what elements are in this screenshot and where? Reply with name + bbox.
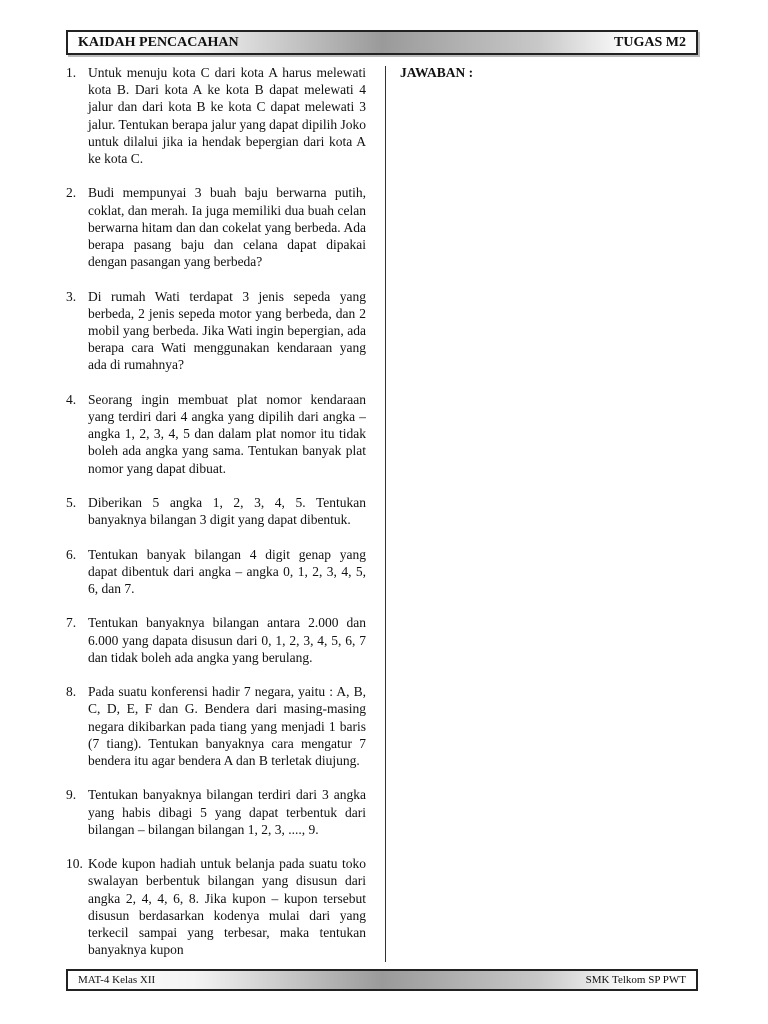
question-number: 3. <box>66 288 77 304</box>
question-number: 7. <box>66 615 77 631</box>
question-item <box>66 184 366 270</box>
question-text: Pada suatu konferensi hadir 7 negara, yaitu : A, B, C, D, E, F dan G. Bendera dari masing-masing negara dikibarkan pada tiang yang menjadi 1 baris (7 tiang). Tentukan banyaknya cara mengatur 7 bendera itu agar bendera A dan B terletak diujung. <box>88 684 366 769</box>
question-item <box>66 614 366 666</box>
question-text: Budi mempunyai 3 buah baju berwarna putih, coklat, dan merah. Ia juga memiliki dua buah celan berwarna hitam dan dan cokelat yang berbeda. Ada berapa pasang baju dan celana dapat dipakai dengan pasangan yang berbeda? <box>88 185 366 270</box>
question-item <box>66 546 366 598</box>
question-item <box>66 683 366 769</box>
question-item <box>66 391 366 477</box>
footer-course: MAT-4 Kelas XII <box>78 974 156 986</box>
question-list <box>66 64 366 961</box>
question-text: Tentukan banyaknya bilangan antara 2.000 dan 6.000 yang dapata disusun dari 0, 1, 2, 3, 4, 5, 6, 7 dan tidak boleh ada angka yang berulang. <box>88 615 366 665</box>
question-number: 5. <box>66 495 77 511</box>
question-item <box>66 64 366 167</box>
answer-heading: JAWABAN : <box>400 65 474 80</box>
question-number: 1. <box>66 65 77 80</box>
question-item <box>66 855 366 958</box>
question-text: Tentukan banyak bilangan 4 digit genap yang dapat dibentuk dari angka – angka 0, 1, 2, 3, 4, 5, 6, dan 7. <box>88 546 366 597</box>
question-item <box>66 786 366 838</box>
question-text: Untuk menuju kota C dari kota A harus melewati kota B. Dari kota A ke kota B dapat melewati 4 jalur dan dari kota B ke kota C dapat melewati 3 jalur. Tentukan berapa jalur yang dapat dipilih Joko untuk dilalui jika ia hendak bepergian dari kota A ke kota C. <box>88 65 366 167</box>
question-item <box>66 288 366 374</box>
question-number: 4. <box>66 391 77 407</box>
question-number: 10. <box>66 856 83 872</box>
question-number: 8. <box>66 684 77 700</box>
question-text: Di rumah Wati terdapat 3 jenis sepeda yang berbeda, 2 jenis sepeda motor yang berbeda, dan 2 mobil yang berbeda. Jika Wati ingin bepergian, ada berapa cara Wati menggunakan kendaraan yang ada di rumahnya? <box>88 288 366 373</box>
question-text: Kode kupon hadiah untuk belanja pada suatu toko swalayan berbentuk bilangan yang disusun dari angka 2, 4, 4, 6, 8. Jika kupon – kupon tersebut disusun berdasarkan kodenya mulai dari yang terkecil sampai yang terbesar, maka tentukan banyaknya kupon <box>88 856 366 958</box>
column-divider <box>385 66 386 962</box>
question-text: Diberikan 5 angka 1, 2, 3, 4, 5. Tentukan banyaknya bilangan 3 digit yang dapat dibentuk. <box>88 495 366 528</box>
question-text: Seorang ingin membuat plat nomor kendaraan yang terdiri dari 4 angka yang dipilih dari angka – angka 1, 2, 3, 4, 5 dan dalam plat nomor itu tidak boleh ada angka yang sama. Tentukan banyak plat nomor yang dapat dibuat. <box>88 391 366 476</box>
question-number: 9. <box>66 787 77 803</box>
footer-school: SMK Telkom SP PWT <box>585 974 686 986</box>
footer-bar <box>66 969 698 991</box>
question-item <box>66 494 366 528</box>
assignment-label: TUGAS M2 <box>614 34 686 50</box>
header-bar <box>66 30 698 55</box>
question-number: 6. <box>66 546 77 562</box>
question-text: Tentukan banyaknya bilangan terdiri dari 3 angka yang habis dibagi 5 yang dapat terbentuk dari bilangan – bilangan bilangan 1, 2, 3, ...., 9. <box>88 787 366 837</box>
header-title: KAIDAH PENCACAHAN <box>78 34 239 50</box>
question-number: 2. <box>66 185 77 201</box>
